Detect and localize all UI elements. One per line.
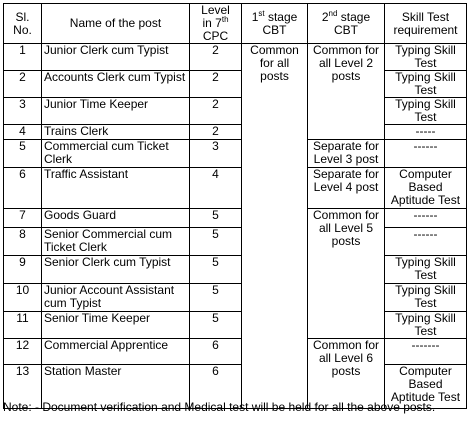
skill-cell: ------ xyxy=(385,228,467,256)
table-row xyxy=(4,98,467,125)
level-cell: 5 xyxy=(190,256,242,284)
level-cell: 5 xyxy=(190,209,242,228)
table-row xyxy=(4,125,467,140)
sl-cell: 11 xyxy=(4,312,42,339)
skill-cell: Computer Based Aptitude Test xyxy=(385,365,467,409)
header-level: Level in 7th CPC xyxy=(190,4,242,44)
table-row xyxy=(4,44,467,71)
header-stage2: 2nd stage CBT xyxy=(308,4,385,44)
sl-cell: 6 xyxy=(4,168,42,209)
level-cell: 5 xyxy=(190,228,242,256)
sl-cell: 9 xyxy=(4,256,42,284)
sl-cell: 3 xyxy=(4,98,42,125)
table-row xyxy=(4,71,467,98)
level-cell: 2 xyxy=(190,98,242,125)
level-cell: 3 xyxy=(190,140,242,168)
level-cell: 2 xyxy=(190,44,242,71)
skill-cell: Computer Based Aptitude Test xyxy=(385,168,467,209)
post-name-cell: Commercial Apprentice xyxy=(42,339,190,365)
header-name: Name of the post xyxy=(42,4,190,44)
skill-cell: Typing Skill Test xyxy=(385,312,467,339)
post-name-cell: Senior Clerk cum Typist xyxy=(42,256,190,284)
stage2-level4-cell: Separate for Level 4 post xyxy=(308,168,385,209)
post-name-cell: Traffic Assistant xyxy=(42,168,190,209)
sl-cell: 2 xyxy=(4,71,42,98)
sl-cell: 10 xyxy=(4,284,42,312)
header-sl-no: Sl. No. xyxy=(4,4,42,44)
sl-cell: 12 xyxy=(4,339,42,365)
table-row xyxy=(4,312,467,339)
skill-cell: Typing Skill Test xyxy=(385,284,467,312)
sl-cell: 8 xyxy=(4,228,42,256)
post-name-cell: Goods Guard xyxy=(42,209,190,228)
posts-table xyxy=(3,3,467,409)
skill-cell: Typing Skill Test xyxy=(385,98,467,125)
level-cell: 6 xyxy=(190,339,242,365)
stage2-level2-cell: Common for all Level 2 posts xyxy=(308,44,385,140)
level-cell: 5 xyxy=(190,284,242,312)
skill-cell: ------ xyxy=(385,209,467,228)
post-name-cell: Trains Clerk xyxy=(42,125,190,140)
table-row xyxy=(4,339,467,365)
sl-cell: 13 xyxy=(4,365,42,409)
footnote: Note: - Document verification and Medical test will be held for all the above posts. xyxy=(3,400,436,414)
post-name-cell: Junior Time Keeper xyxy=(42,98,190,125)
post-name-cell: Junior Account Assistant cum Typist xyxy=(42,284,190,312)
stage2-level3-cell: Separate for Level 3 post xyxy=(308,140,385,168)
post-name-cell: Junior Clerk cum Typist xyxy=(42,44,190,71)
post-name-cell: Commercial cum Ticket Clerk xyxy=(42,140,190,168)
header-stage1: 1st stage CBT xyxy=(242,4,308,44)
skill-cell: Typing Skill Test xyxy=(385,71,467,98)
stage1-common-cell: Common for all posts xyxy=(242,44,308,409)
level-cell: 2 xyxy=(190,125,242,140)
header-skill: Skill Test requirement xyxy=(385,4,467,44)
sl-cell: 7 xyxy=(4,209,42,228)
skill-cell: ------- xyxy=(385,339,467,365)
skill-cell: ------ xyxy=(385,140,467,168)
stage2-level6-cell: Common for all Level 6 posts xyxy=(308,339,385,409)
table-row xyxy=(4,140,467,168)
level-cell: 2 xyxy=(190,71,242,98)
header-row xyxy=(4,4,467,44)
table-row xyxy=(4,228,467,256)
post-name-cell: Senior Time Keeper xyxy=(42,312,190,339)
skill-cell: ----- xyxy=(385,125,467,140)
skill-cell: Typing Skill Test xyxy=(385,44,467,71)
sl-cell: 1 xyxy=(4,44,42,71)
level-cell: 6 xyxy=(190,365,242,409)
post-name-cell: Senior Commercial cum Ticket Clerk xyxy=(42,228,190,256)
post-name-cell: Station Master xyxy=(42,365,190,409)
table-row xyxy=(4,168,467,209)
table-row xyxy=(4,256,467,284)
sl-cell: 4 xyxy=(4,125,42,140)
level-cell: 4 xyxy=(190,168,242,209)
table-row xyxy=(4,209,467,228)
table-row xyxy=(4,284,467,312)
stage2-level5-cell: Common for all Level 5 posts xyxy=(308,209,385,339)
post-name-cell: Accounts Clerk cum Typist xyxy=(42,71,190,98)
sl-cell: 5 xyxy=(4,140,42,168)
skill-cell: Typing Skill Test xyxy=(385,256,467,284)
level-cell: 5 xyxy=(190,312,242,339)
